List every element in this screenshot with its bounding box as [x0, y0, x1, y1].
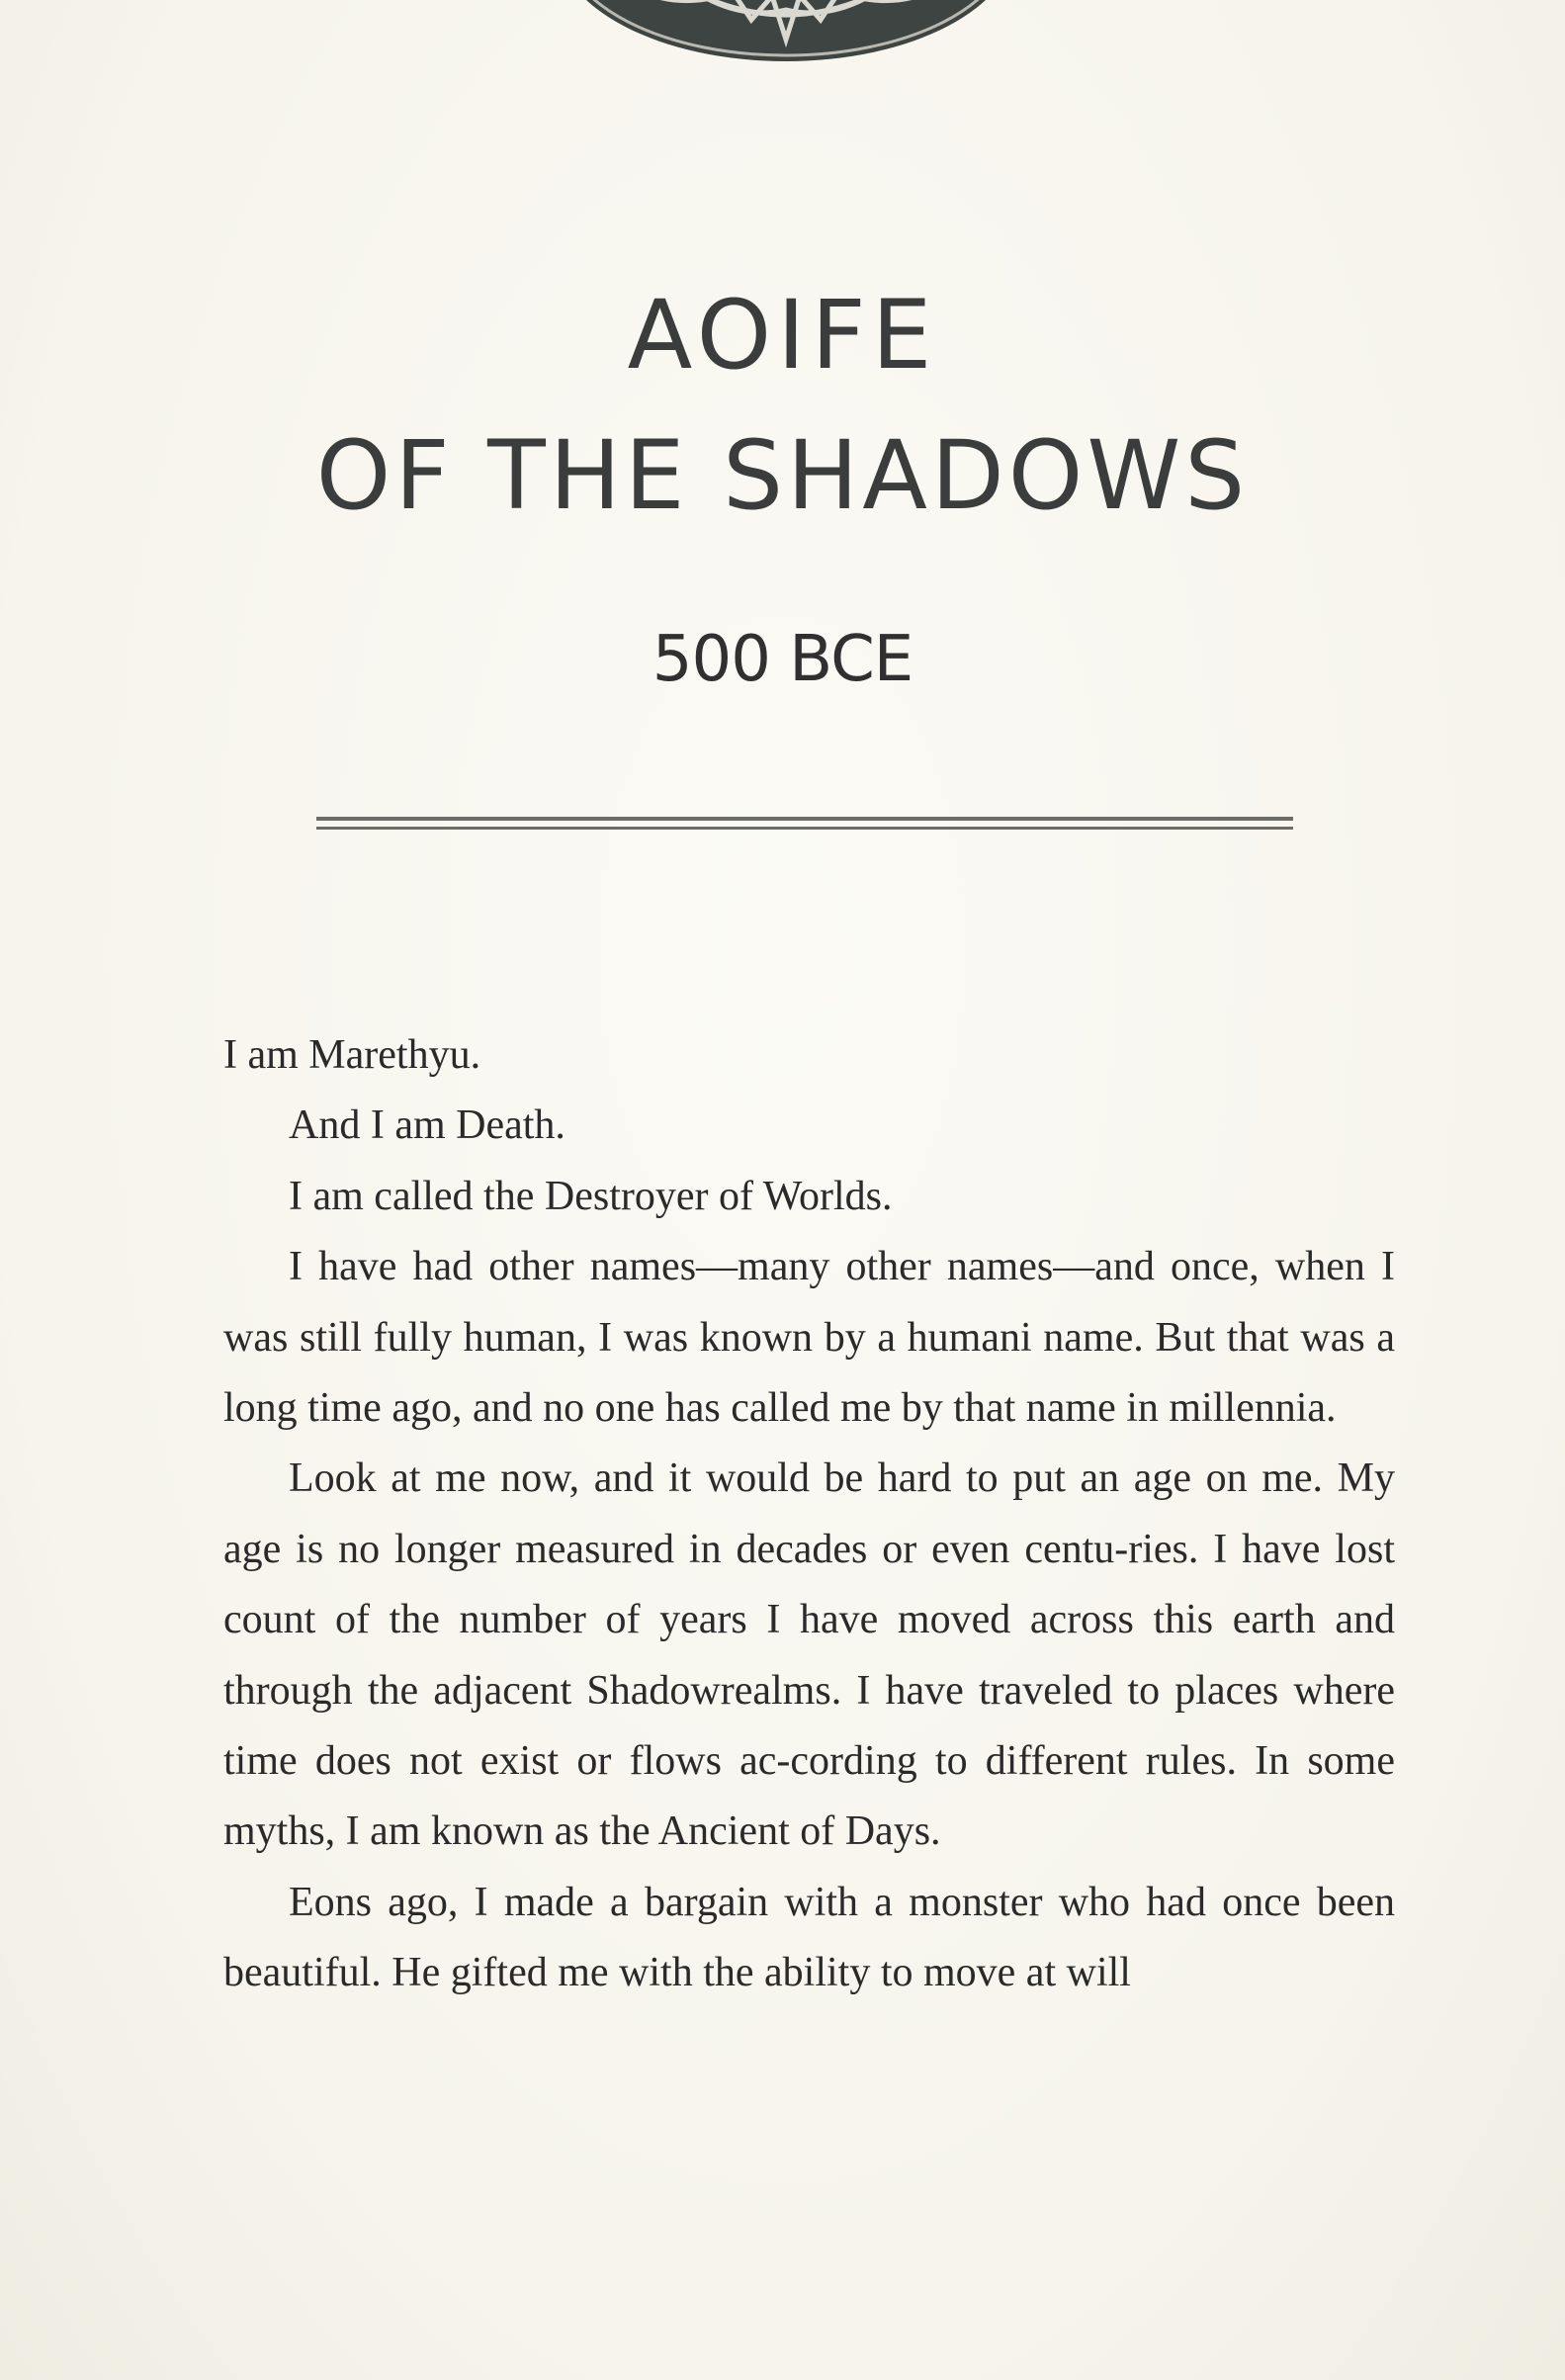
- title-divider-upper: [316, 817, 1293, 821]
- body-text: [223, 1020, 1395, 2009]
- chapter-title-line-2: OF THE SHADOWS: [315, 420, 1250, 531]
- paragraph: And I am Death.: [289, 1102, 565, 1149]
- paragraph: I have had other names—many other names—and once, when I was still fully human, I was known by a humani name. But that was a long time ago, and no one has called me by that name in millennia.: [223, 1244, 1395, 1432]
- chapter-date: 500 BCE: [652, 623, 913, 696]
- paragraph: Eons ago, I made a bargain with a monster who had once been beautiful. He gifted me with the ability to move at will: [223, 1879, 1395, 1996]
- paragraph: I am called the Destroyer of Worlds.: [289, 1173, 893, 1219]
- paragraph: I am Marethyu.: [223, 1032, 481, 1078]
- paragraph: Look at me now, and it would be hard to put an age on me. My age is no longer measured in decades or even centu-ries. I have lost count of the number of years I have moved across this earth and through the adjacent Shadowrealms. I have traveled to places where time does not exist or flows ac-cording to different rules. In some myths, I am known as the Ancient of Days.: [223, 1455, 1395, 1855]
- title-divider-lower: [316, 827, 1293, 830]
- chapter-title-line-1: AOIFE: [627, 280, 938, 391]
- celtic-knot-ornament: [554, 0, 1018, 64]
